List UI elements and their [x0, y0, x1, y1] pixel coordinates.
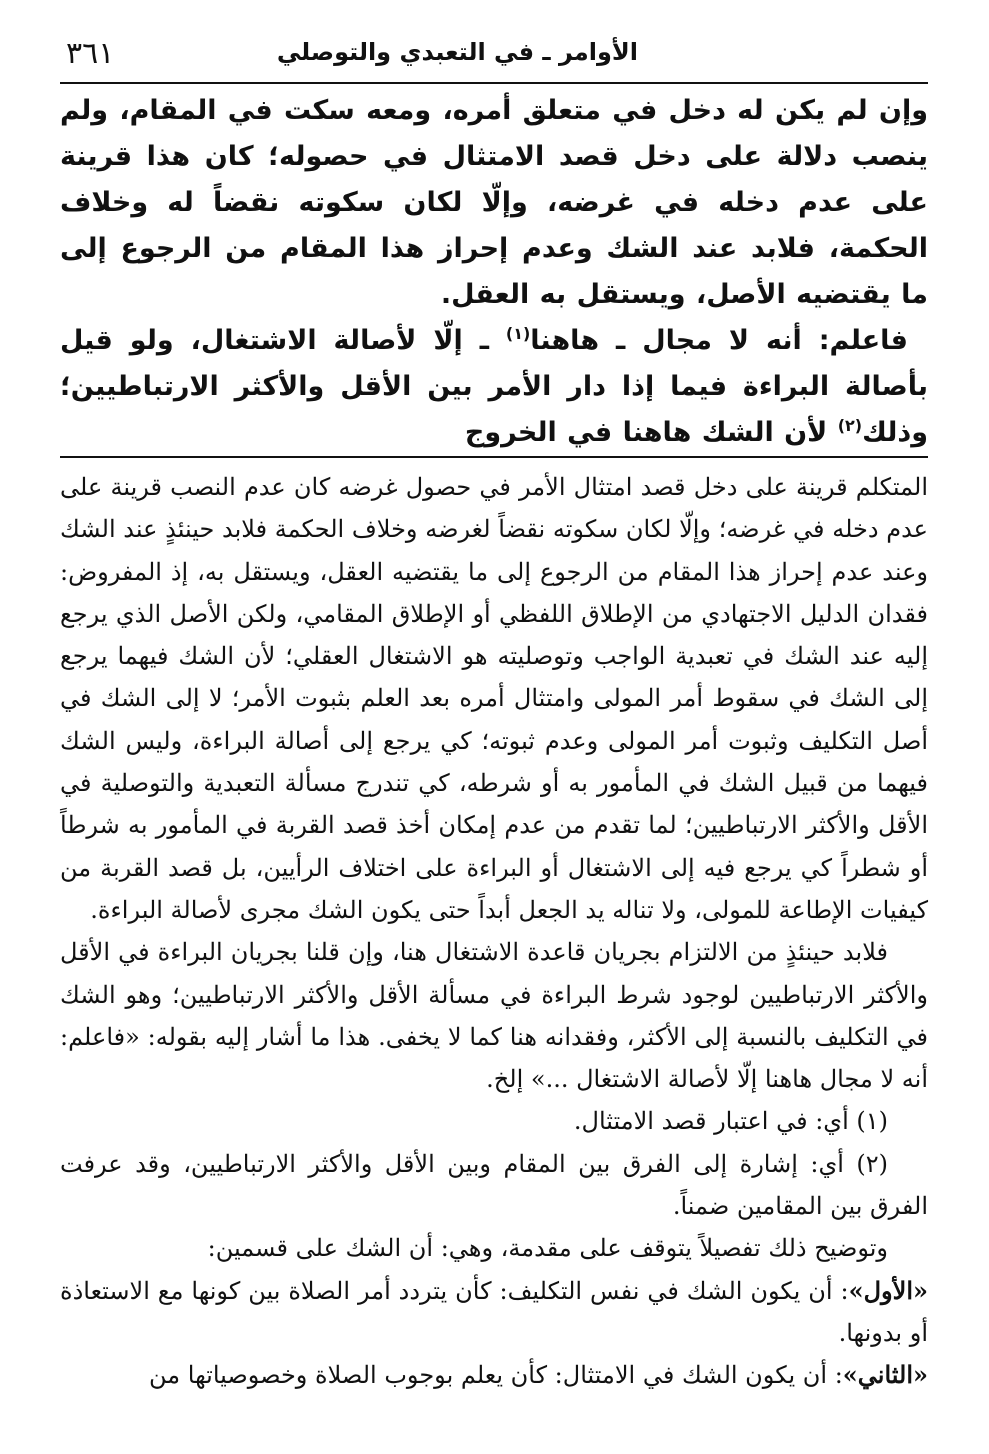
- second-type-text: : أن يكون الشك في الامتثال: كأن يعلم بوجوب الصلاة وخصوصياتها من: [149, 1361, 843, 1390]
- main-paragraph-2-part-3: لأن الشك هاهنا في الخروج: [464, 417, 838, 448]
- commentary-paragraph-3: وتوضيح ذلك تفصيلاً يتوقف على مقدمة، وهي: أن الشك على قسمين:: [207, 1234, 888, 1263]
- second-type-label: «الثاني»: [842, 1360, 928, 1390]
- main-paragraph-2-part-1: فاعلم: أنه لا مجال ـ هاهنا: [530, 325, 908, 356]
- first-type-text: : أن يكون الشك في نفس التكليف: كأن يتردد أمر الصلاة بين كونها مع الاستعاذة أو بدونها.: [60, 1276, 928, 1347]
- second-type-item: [60, 1354, 928, 1396]
- commentary-section: [60, 466, 928, 1397]
- running-title: الأوامر ـ في التعبدي والتوصلي: [276, 38, 638, 66]
- footnote-1: (١) أي: في اعتبار قصد الامتثال.: [573, 1107, 888, 1136]
- page-header: [60, 24, 928, 82]
- main-paragraph-2-part-2: ـ إلّا لأصالة الاشتغال، ولو قيل بأصالة البراءة فيما إذا دار الأمر بين الأقل والأكثر الارتباطيين؛ وذلك: [60, 325, 928, 448]
- commentary-paragraph-1: المتكلم قرينة على دخل قصد امتثال الأمر في حصول غرضه كان عدم النصب قرينة على عدم دخله في غرضه؛ وإلّا لكان سكوته نقضاً لغرضه وخلاف الحكمة فلابد حينئذٍ عند الشك وعند عدم إحراز هذا المقام من الرجوع إلى ما يقتضيه العقل، ويستقل به، إذ المفروض: فقدان الدليل الاجتهادي من الإطلاق اللفظي أو الإطلاق المقامي، ولكن الأصل الذي يرجع إليه عند الشك في تعبدية الواجب وتوصليته هو الاشتغال العقلي؛ لأن الشك فيهما يرجع إلى الشك في سقوط أمر المولى وامتثال أمره بعد العلم بثبوت الأمر؛ لا إلى الشك في أصل التكليف وثبوت أمر المولى وعدم ثبوته؛ كي يرجع إلى أصالة البراءة، وليس الشك فيهما من قبيل الشك في المأمور به أو شرطه، كي تندرج مسألة التعبدية والتوصلية في الأقل والأكثر الارتباطيين؛ لما تقدم من عدم إمكان أخذ قصد القربة في المأمور به شرطاً أو شطراً كي يرجع فيه إلى الاشتغال أو البراءة على اختلاف الرأيين، بل قصد القربة من كيفيات الإطاعة للمولى، ولا تناله يد الجعل أبداً حتى يكون الشك مجرى لأصالة البراءة.: [60, 473, 928, 924]
- footnote-marker-2: (٢): [837, 416, 863, 435]
- header-rule: [60, 82, 928, 84]
- footnote-marker-1: (١): [505, 324, 531, 343]
- commentary-paragraph-2: فلابد حينئذٍ من الالتزام بجريان قاعدة الاشتغال هنا، وإن قلنا بجريان البراءة في الأقل والأكثر الارتباطيين لوجود شرط البراءة في مسألة الأقل والأكثر الارتباطيين؛ وهو الشك في التكليف بالنسبة إلى الأكثر، وفقدانه هنا كما لا يخفى. هذا ما أشار إليه بقوله: «فاعلم: أنه لا مجال هاهنا إلّا لأصالة الاشتغال ...» إلخ.: [60, 938, 928, 1094]
- main-paragraph-1: وإن لم يكن له دخل في متعلق أمره، ومعه سكت في المقام، ولم ينصب دلالة على دخل قصد الامتثال في حصوله؛ كان هذا قرينة على عدم دخله في غرضه، وإلّا لكان سكوته نقضاً له وخلاف الحكمة، فلابد عند الشك وعدم إحراز هذا المقام من الرجوع إلى ما يقتضيه الأصل، ويستقل به العقل.: [60, 95, 928, 310]
- main-text: [60, 88, 928, 456]
- main-paragraph-2: [60, 318, 928, 456]
- first-type-item: [60, 1270, 928, 1355]
- footnote-2: (٢) أي: إشارة إلى الفرق بين المقام وبين الأقل والأكثر الارتباطيين، وقد عرفت الفرق بين المقامين ضمناً.: [60, 1149, 928, 1221]
- page-number: ٣٦١: [66, 36, 115, 71]
- document-page: [60, 24, 928, 1397]
- first-type-label: «الأول»: [848, 1275, 928, 1305]
- text-commentary-divider: [60, 456, 928, 458]
